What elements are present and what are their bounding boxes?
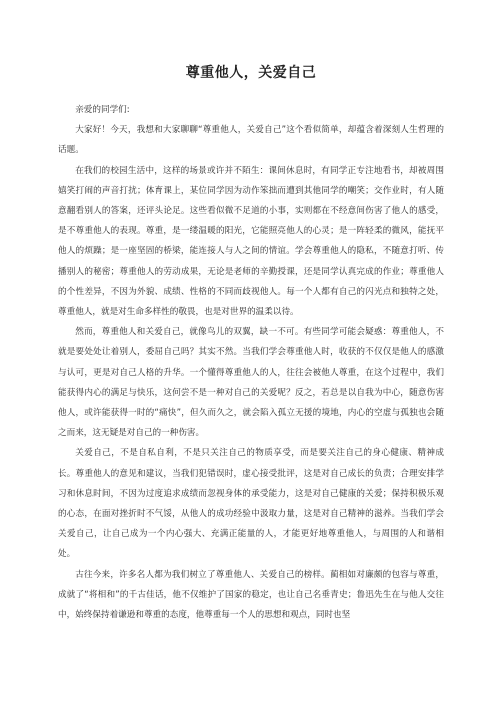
paragraph-examples: 古往今来，许多名人都为我们树立了尊重他人、关爱自己的榜样。蔺相如对廉颇的包容与尊重，成就了“将相和”的千古佳话，他不仅维护了国家的稳定，也让自己名垂青史；鲁迅先生在与他人交往中，始终保持着谦逊和尊重的态度，他尊重每一个人的思想和观点，同时也坚 <box>58 569 444 621</box>
paragraph-balance: 然而，尊重他人和关爱自己，就像鸟儿的双翼，缺一不可。有些同学可能会疑惑：尊重他人，不就是要处处让着别人，委屈自己吗？其实不然。当我们学会尊重他人时，收获的不仅仅是他人的感激与认可，更是对自己人格的升华。一个懂得尊重他人的人，往往会被他人尊重，在这个过程中，我们能获得内心的满足与快乐，这何尝不是一种对自己的关爱呢？反之，若总是以自我为中心，随意伤害他人，或许能获得一时的“痛快”，但久而久之，就会陷入孤立无援的境地，内心的空虚与孤独也会随之而来，这无疑是对自己的一种伤害。 <box>58 327 444 439</box>
paragraph-respect: 在我们的校园生活中，这样的场景或许并不陌生：课间休息时，有同学正专注地看书，却被周围嬉笑打闹的声音打扰；体育课上，某位同学因为动作笨拙而遭到其他同学的嘲笑；交作业时，有人随意翻看别人的答案，还评头论足。这些看似微不足道的小事，实则都在不经意间伤害了他人的感受，是不尊重他人的表现。尊重，是一缕温暖的阳光，它能照亮他人的心灵；是一阵轻柔的微风，能抚平他人的烦躁；是一座坚固的桥梁，能连接人与人之间的情谊。学会尊重他人的隐私，不随意打听、传播别人的秘密；尊重他人的劳动成果，无论是老师的辛勤授课，还是同学认真完成的作业；尊重他人的个性差异，不因为外貌、成绩、性格的不同而歧视他人。每一个人都有自己的闪光点和独特之处，尊重他人，就是对生命多样性的敬畏，也是对世界的温柔以待。 <box>58 165 444 318</box>
document-title: 尊重他人，关爱自己 <box>185 65 317 81</box>
paragraph-self-care: 关爱自己，不是自私自利，不是只关注自己的物质享受，而是要关注自己的身心健康、精神成长。尊重他人的意见和建议，当我们犯错误时，虚心接受批评，这是对自己成长的负责；合理安排学习和休息时间，不因为过度追求成绩而忽视身体的承受能力，这是对自己健康的关爱；保持积极乐观的心态，在面对挫折时不气馁，从他人的成功经验中汲取力量，这是对自己精神的滋养。当我们学会关爱自己，让自己成为一个内心强大、充满正能量的人，才能更好地尊重他人，与周围的人和谐相处。 <box>58 448 444 560</box>
paragraph-intro: 大家好！今天，我想和大家聊聊“尊重他人，关爱自己”这个看似简单，却蕴含着深刻人生哲理的话题。 <box>58 125 444 156</box>
greeting: 亲爱的同学们: <box>75 105 130 115</box>
